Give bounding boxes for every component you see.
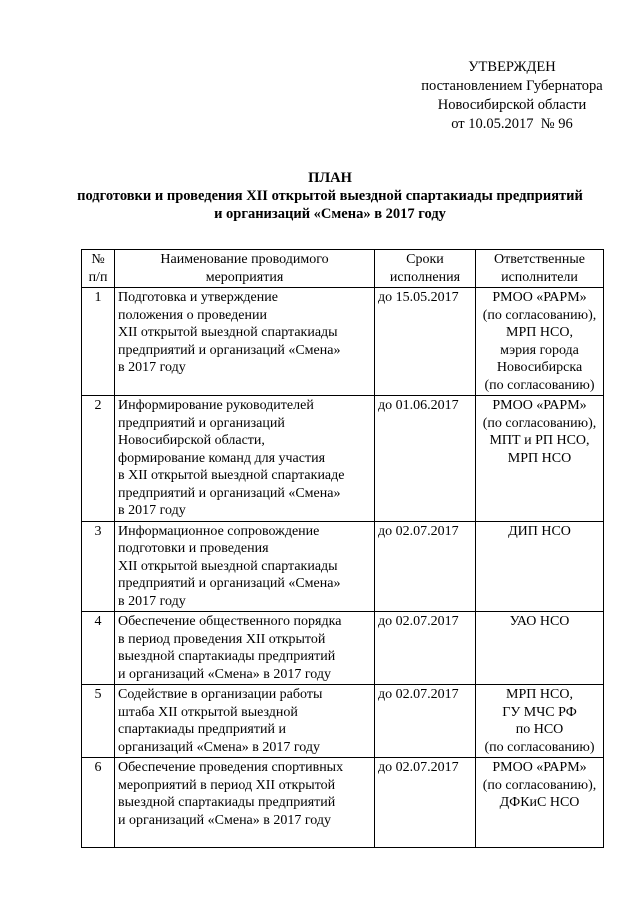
- row-date: до 15.05.2017: [375, 288, 476, 396]
- row-responsible: ДИП НСО: [476, 521, 604, 612]
- approval-line: постановлением Губернатора: [421, 78, 603, 94]
- row-responsible: РМОО «РАРМ» (по согласованию), МРП НСО, мэрия города Новосибирска (по согласованию): [476, 288, 604, 396]
- row-date: до 01.06.2017: [375, 396, 476, 522]
- row-name: Обеспечение проведения спортивных мероприятий в период XII открытой выездной спартакиады предприятий и организаций «Смена» в 2017 году: [115, 758, 375, 848]
- approval-line: от 10.05.2017 № 96: [451, 116, 573, 132]
- approval-line: Новосибирской области: [437, 97, 587, 113]
- row-responsible: МРП НСО, ГУ МЧС РФ по НСО (по согласованию): [476, 685, 604, 758]
- row-name: Обеспечение общественного порядка в период проведения XII открытой выездной спартакиады предприятий и организаций «Смена» в 2017 году: [115, 612, 375, 685]
- table-row: [82, 612, 604, 685]
- title-subtitle-line: и организаций «Смена» в 2017 году: [214, 206, 446, 222]
- row-num: 3: [82, 521, 115, 612]
- header-num: № п/п: [82, 250, 115, 288]
- row-num: 1: [82, 288, 115, 396]
- row-responsible: УАО НСО: [476, 612, 604, 685]
- row-responsible: РМОО «РАРМ» (по согласованию), МПТ и РП НСО, МРП НСО: [476, 396, 604, 522]
- row-num: 4: [82, 612, 115, 685]
- row-responsible: РМОО «РАРМ» (по согласованию), ДФКиС НСО: [476, 758, 604, 848]
- row-name: Информирование руководителей предприятий и организаций Новосибирской области, формирование команд для участия в XII открытой выездной спартакиаде предприятий и организаций «Смена» в 2017 году: [115, 396, 375, 522]
- table-row: [82, 758, 604, 848]
- table-header-row: [82, 250, 604, 288]
- header-date: Сроки исполнения: [375, 250, 476, 288]
- header-name: Наименование проводимого мероприятия: [115, 250, 375, 288]
- row-date: до 02.07.2017: [375, 521, 476, 612]
- approval-line: УТВЕРЖДЕН: [468, 59, 556, 75]
- row-num: 5: [82, 685, 115, 758]
- table-row: [82, 288, 604, 396]
- row-date: до 02.07.2017: [375, 758, 476, 848]
- row-name: Содействие в организации работы штаба XII открытой выездной спартакиады предприятий и организаций «Смена» в 2017 году: [115, 685, 375, 758]
- row-date: до 02.07.2017: [375, 612, 476, 685]
- table-row: [82, 685, 604, 758]
- header-responsible: Ответственные исполнители: [476, 250, 604, 288]
- title-subtitle-line: подготовки и проведения XII открытой выездной спартакиады предприятий: [77, 188, 583, 204]
- plan-table: [81, 249, 604, 848]
- table-row: [82, 521, 604, 612]
- row-name: Подготовка и утверждение положения о проведении XII открытой выездной спартакиады предприятий и организаций «Смена» в 2017 году: [115, 288, 375, 396]
- document-title: [40, 169, 620, 223]
- row-name: Информационное сопровождение подготовки и проведения XII открытой выездной спартакиады предприятий и организаций «Смена» в 2017 году: [115, 521, 375, 612]
- row-num: 2: [82, 396, 115, 522]
- approval-stamp: [392, 58, 632, 134]
- table-row: [82, 396, 604, 522]
- row-num: 6: [82, 758, 115, 848]
- title-heading: ПЛАН: [308, 170, 352, 186]
- row-date: до 02.07.2017: [375, 685, 476, 758]
